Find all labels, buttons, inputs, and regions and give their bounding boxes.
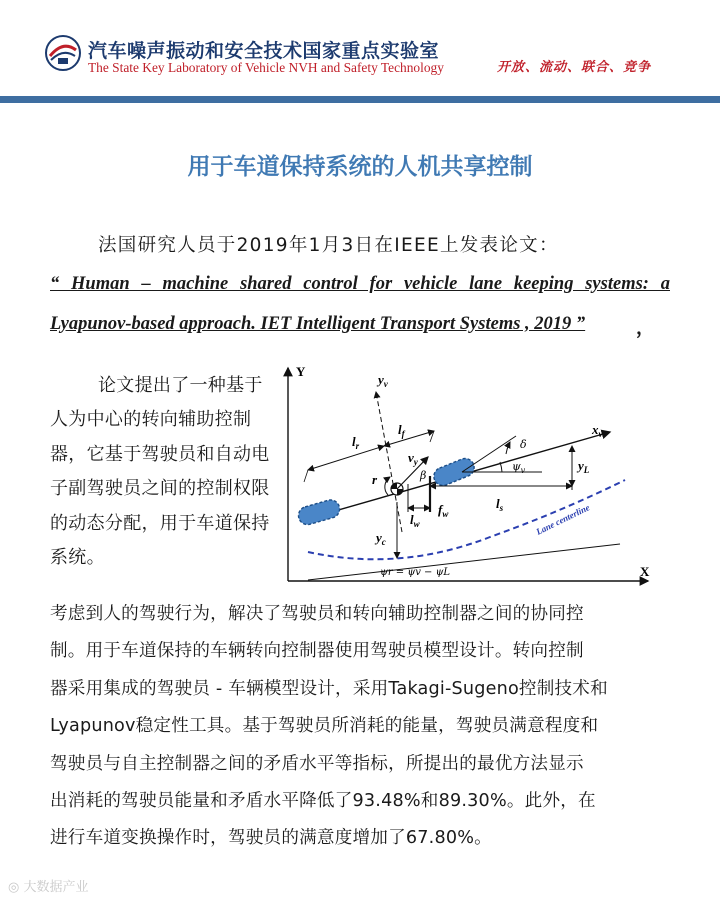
page-title: 用于车道保持系统的人机共享控制 [187, 154, 533, 180]
citation-line-1: “ Human – machine shared control for vehicle lane keeping systems: a [50, 274, 670, 294]
label-delta: δ [520, 438, 527, 451]
label-lf: $l_f$ [398, 422, 405, 439]
body-line: 制。用于车道保持的车辆转向控制器使用驾驶员模型设计。转向控制 [50, 641, 584, 662]
citation-line-2: Lyapunov-based approach. IET Intelligent Transport Systems , 2019 ” [50, 314, 586, 334]
label-lw: $l_w$ [410, 512, 420, 529]
lane-centerline-label: Lane centerline [534, 502, 592, 537]
body-line: 驾驶员与自主控制器之间的矛盾水平等指标，所提出的最优方法显示 [50, 753, 584, 774]
label-lr: $l_r$ [352, 434, 360, 451]
vehicle-model-figure [280, 362, 658, 588]
label-xv: $x_v$ [592, 422, 603, 439]
body-paragraph-left [50, 369, 278, 575]
intro-text: 法国研究人员于2019年1月3日在IEEE上发表论文： [98, 235, 559, 256]
lab-motto: 开放、流动、联合、竞争 [497, 60, 652, 75]
y-axis-label: Y [296, 364, 306, 379]
label-vy: $v_y$ [408, 450, 418, 467]
label-ls: $l_s$ [496, 496, 504, 513]
body-line: 器采用集成的驾驶员 - 车辆模型设计，采用Takagi-Sugeno控制技术和 [50, 678, 608, 699]
citation-comma: ， [636, 318, 655, 339]
body-line: 进行车道变换操作时，驾驶员的满意度增加了67.80%。 [50, 828, 492, 849]
letterhead [0, 0, 720, 96]
x-axis-label: X [640, 564, 650, 579]
label-psi-equation: ψr = ψv − ψL [380, 567, 451, 578]
watermark-icon: ◎ [8, 880, 24, 895]
vehicle-y-axis [376, 392, 402, 532]
header-divider [0, 96, 720, 103]
body-line: 考虑到人的驾驶行为，解决了驾驶员和转向辅助控制器之间的协同控 [50, 604, 584, 624]
label-yL: $y_L$ [578, 458, 590, 475]
label-yc: $y_c$ [376, 530, 386, 547]
body-paragraph [50, 596, 670, 858]
lab-logo-icon [44, 34, 82, 72]
rear-wheel [296, 498, 341, 527]
label-r: r [372, 472, 378, 487]
body-line: Lyapunov稳定性工具。基于驾驶员所消耗的能量，驾驶员满意程度和 [50, 716, 599, 737]
label-psiv: $\psi_v$ [512, 460, 526, 475]
label-yv: $y_v$ [378, 372, 388, 389]
intro-line [50, 233, 670, 259]
watermark: ◎ 大数据产业 [8, 880, 89, 895]
label-fw: $f_w$ [438, 502, 449, 519]
body-paragraph-left-text: 论文提出了一种基于人为中心的转向辅助控制器，它基于驾驶员和自动电子副驾驶员之间的控制权限的动态分配，用于车道保持系统。 [50, 375, 270, 569]
lab-name-cn: 汽车噪声振动和安全技术国家重点实验室 [88, 40, 440, 62]
label-beta: β [420, 469, 427, 482]
body-line: 出消耗的驾驶员能量和矛盾水平降低了93.48%和89.30%。此外，在 [50, 791, 596, 812]
lab-name-en: The State Key Laboratory of Vehicle NVH and Safety Technology [88, 60, 444, 75]
lane-centerline [308, 480, 625, 559]
